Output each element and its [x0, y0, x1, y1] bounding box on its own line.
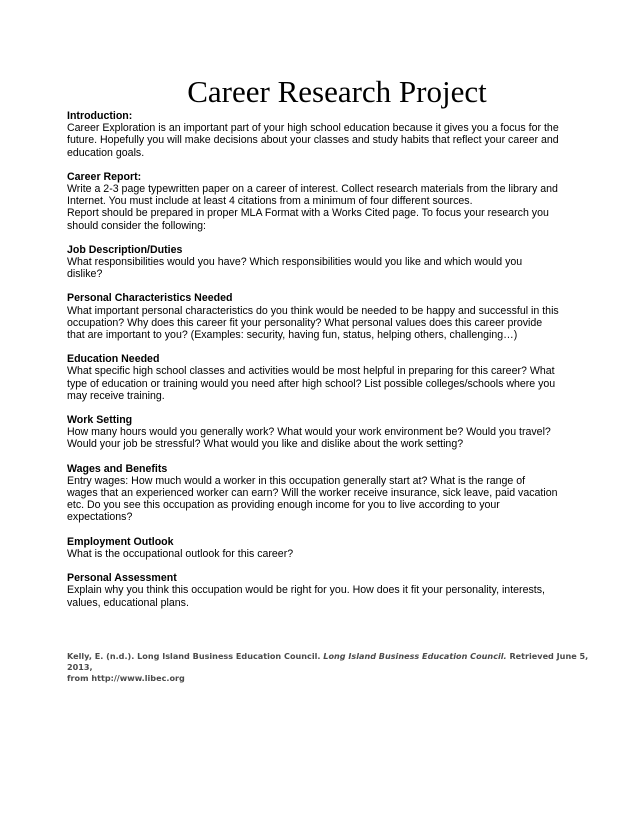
section-personal-assessment [67, 572, 567, 609]
section-work-setting [67, 414, 567, 451]
section-heading: Personal Characteristics Needed [67, 292, 233, 305]
section-employment-outlook [67, 536, 567, 560]
citation-line2: from http://www.libec.org [67, 672, 185, 683]
section-heading: Work Setting [67, 414, 133, 427]
section-wages-benefits [67, 463, 567, 524]
section-body: What is the occupational outlook for this career? [67, 547, 294, 560]
section-heading: Employment Outlook [67, 535, 174, 548]
section-body: How many hours would you generally work? What would your work environment be? Would you travel? Would your job be stressful? What would you like and dislike about the work setting? [67, 426, 551, 451]
works-cited-citation [67, 651, 607, 683]
section-body: What important personal characteristics do you think would be needed to be happy and successful in this occupation? Why does this career fit your personality? What personal values does this career provide that are important to you? (Examples: security, having fun, status, helping others, challenging…) [67, 304, 559, 342]
citation-suffix: Retrieved June 5, 2013, [67, 651, 589, 672]
section-body: What responsibilities would you have? Which responsibilities would you like and which would you dislike? [67, 256, 523, 281]
citation-italic-title: Long Island Business Education Council. [323, 651, 507, 661]
document-content [67, 110, 567, 621]
section-heading: Education Needed [67, 353, 160, 366]
section-body: What specific high school classes and activities would be most helpful in preparing for this career? What type of education or training would you need after high school? List possible colleges/schools where you may receive training. [67, 365, 556, 402]
document-title: Career Research Project [187, 74, 487, 109]
section-heading: Career Report: [67, 170, 142, 183]
section-education-needed [67, 353, 567, 402]
section-body: Career Exploration is an important part of your high school education because it gives you a focus for the future. Hopefully you will make decisions about your classes and study habits that reflect your career and education goals. [67, 122, 559, 159]
section-heading: Wages and Benefits [67, 462, 168, 475]
section-heading: Introduction: [67, 110, 133, 122]
section-career-report [67, 171, 567, 232]
section-body: Write a 2-3 page typewritten paper on a career of interest. Collect research materials from the library and Internet. You must include at least 4 citations from a minimum of four different sources. Report should be prepared in proper MLA Format with a Works Cited page. To focus your research you should consider the following: [67, 183, 558, 232]
citation-prefix: Kelly, E. (n.d.). Long Island Business Education Council. [67, 651, 324, 661]
section-heading: Personal Assessment [67, 572, 177, 585]
section-body: Explain why you think this occupation would be right for you. How does it fit your personality, interests, values, educational plans. [67, 584, 545, 609]
section-personal-characteristics [67, 292, 567, 341]
section-heading: Job Description/Duties [67, 243, 183, 256]
section-job-description [67, 244, 567, 281]
section-body: Entry wages: How much would a worker in this occupation generally start at? What is the range of wages that an experienced worker can earn? Will the worker receive insurance, sick leave, paid vacation etc. Do you see this occupation as providing enough income for you to live according to your expectations? [67, 474, 558, 524]
section-introduction [67, 110, 567, 159]
